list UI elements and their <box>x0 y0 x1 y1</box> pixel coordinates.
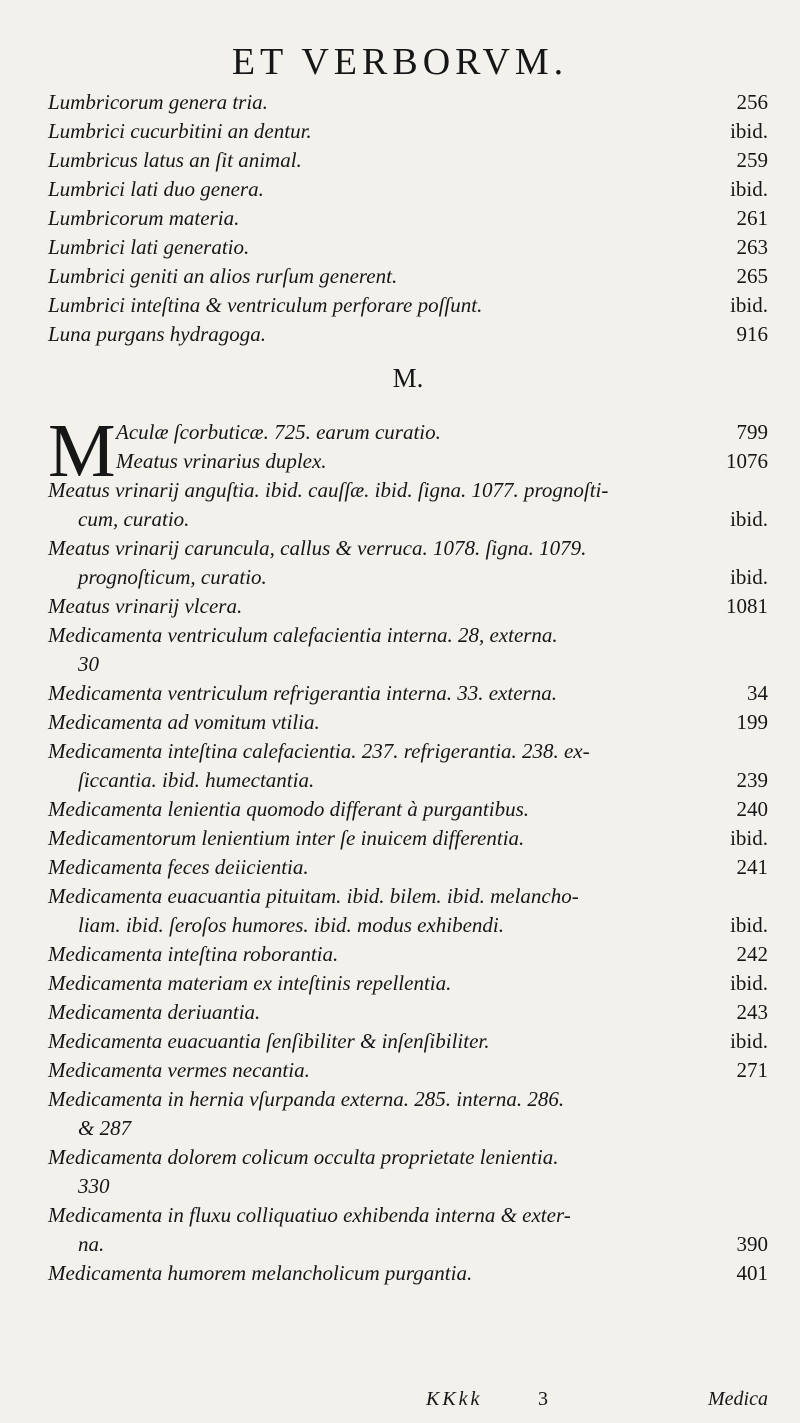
entry-continuation-line <box>48 1172 768 1201</box>
entry-text: Medicamenta vermes necantia. <box>48 1058 310 1082</box>
page-reference: ibid. <box>730 177 768 201</box>
page-reference: 916 <box>736 322 768 346</box>
entry-line <box>48 534 768 563</box>
entry-text: Medicamenta feces deiicientia. <box>48 855 309 879</box>
page-reference: 390 <box>736 1232 768 1256</box>
page-reference: 239 <box>736 768 768 792</box>
entry-line <box>48 708 768 737</box>
index-entry <box>48 1056 768 1085</box>
page-reference: 1081 <box>726 594 768 618</box>
index-entry <box>48 737 768 795</box>
entries-l-group <box>48 88 768 349</box>
index-entry <box>48 476 768 534</box>
entry-text: Aculæ ſcorbuticæ. 725. earum curatio. <box>116 420 441 444</box>
page-reference: 261 <box>736 206 768 230</box>
entry-text: Medicamenta in fluxu colliquatiuo exhibenda interna & exter- <box>48 1203 571 1227</box>
index-entry <box>48 146 768 175</box>
entry-continuation-line <box>48 505 768 534</box>
entry-continuation-line <box>48 766 768 795</box>
entry-text: Meatus vrinarij anguſtia. ibid. cauſſæ. ibid. ſigna. 1077. prognoſti- <box>48 478 609 502</box>
entry-text: Lumbrici lati generatio. <box>48 235 250 259</box>
page-reference: 401 <box>736 1261 768 1285</box>
entry-line <box>48 476 768 505</box>
page-reference: 259 <box>736 148 768 172</box>
entry-text: Medicamenta euacuantia pituitam. ibid. bilem. ibid. melancho- <box>48 884 579 908</box>
entry-continuation: liam. ibid. ſeroſos humores. ibid. modus exhibendi. <box>78 913 504 937</box>
entry-line <box>48 418 768 447</box>
entry-text: Medicamenta inteſtina roborantia. <box>48 942 339 966</box>
entry-line <box>48 1201 768 1230</box>
entry-text: Medicamenta dolorem colicum occulta proprietate lenientia. <box>48 1145 559 1169</box>
index-entry <box>48 204 768 233</box>
entry-continuation-line <box>48 1230 768 1259</box>
entry-line <box>48 998 768 1027</box>
page-reference: 265 <box>736 264 768 288</box>
index-entry <box>48 592 768 621</box>
entry-text: Lumbrici cucurbitini an dentur. <box>48 119 312 143</box>
signature-number: 3 <box>538 1388 548 1410</box>
page-reference: ibid. <box>730 293 768 317</box>
entry-line <box>48 88 768 117</box>
entry-line <box>48 233 768 262</box>
index-entry <box>48 447 768 476</box>
page-reference: 1076 <box>726 449 768 473</box>
index-entry <box>48 882 768 940</box>
entry-line <box>48 146 768 175</box>
page-reference: ibid. <box>730 507 768 531</box>
entry-text: Medicamenta ventriculum calefacientia interna. 28, externa. <box>48 623 558 647</box>
entry-line <box>48 969 768 998</box>
entry-text: Meatus vrinarius duplex. <box>116 449 327 473</box>
page-reference: 243 <box>736 1000 768 1024</box>
entry-line <box>48 117 768 146</box>
entry-text: Meatus vrinarij caruncula, callus & verruca. 1078. ſigna. 1079. <box>48 536 587 560</box>
entry-continuation-line <box>48 650 768 679</box>
entry-line <box>48 679 768 708</box>
index-entry <box>48 1085 768 1143</box>
index-entry <box>48 1143 768 1201</box>
page-reference: 34 <box>747 681 768 705</box>
entry-continuation-line <box>48 563 768 592</box>
entry-line <box>48 1056 768 1085</box>
entry-text: Medicamenta in hernia vſurpanda externa. 285. interna. 286. <box>48 1087 565 1111</box>
entry-text: Medicamenta euacuantia ſenſibiliter & inſenſibiliter. <box>48 1029 490 1053</box>
entry-line <box>48 262 768 291</box>
entry-line <box>48 824 768 853</box>
index-entry <box>48 998 768 1027</box>
page-reference: 256 <box>736 90 768 114</box>
entry-text: Lumbricus latus an ſit animal. <box>48 148 302 172</box>
entry-continuation: ſiccantia. ibid. humectantia. <box>78 768 315 792</box>
entry-line <box>48 940 768 969</box>
entry-continuation: na. <box>78 1232 105 1256</box>
page-reference: 271 <box>736 1058 768 1082</box>
entry-line <box>48 204 768 233</box>
entry-line <box>48 291 768 320</box>
catchword: Medica <box>708 1388 768 1410</box>
index-entry <box>48 1027 768 1056</box>
page-reference: 241 <box>736 855 768 879</box>
entry-text: Medicamenta ventriculum refrigerantia interna. 33. externa. <box>48 681 557 705</box>
entry-line <box>48 853 768 882</box>
entry-line <box>48 175 768 204</box>
index-entry <box>48 534 768 592</box>
entry-text: Medicamenta materiam ex inteſtinis repellentia. <box>48 971 452 995</box>
page-reference: 263 <box>736 235 768 259</box>
entry-line <box>48 737 768 766</box>
index-entry <box>48 795 768 824</box>
entry-text: Medicamenta deriuantia. <box>48 1000 261 1024</box>
index-entry <box>48 175 768 204</box>
page-reference: 799 <box>736 420 768 444</box>
page-reference: ibid. <box>730 826 768 850</box>
section-letter-m: M. <box>392 363 424 393</box>
index-entry <box>48 853 768 882</box>
index-entry <box>48 1259 768 1288</box>
index-entry <box>48 291 768 320</box>
entry-line <box>48 1259 768 1288</box>
index-entry <box>48 940 768 969</box>
entry-line <box>48 592 768 621</box>
entry-text: Lumbrici inteſtina & ventriculum perforare poſſunt. <box>48 293 483 317</box>
entry-text: Medicamenta ad vomitum vtilia. <box>48 710 320 734</box>
entry-line <box>48 1085 768 1114</box>
page-reference: ibid. <box>730 1029 768 1053</box>
index-entry <box>48 418 768 447</box>
page-reference: 199 <box>736 710 768 734</box>
index-entry <box>48 1201 768 1259</box>
index-entry <box>48 320 768 349</box>
index-entry <box>48 88 768 117</box>
index-entry <box>48 708 768 737</box>
entry-text: Lumbricorum materia. <box>48 206 240 230</box>
entry-text: Lumbrici lati duo genera. <box>48 177 264 201</box>
entry-continuation: prognoſticum, curatio. <box>78 565 267 589</box>
index-entry <box>48 262 768 291</box>
entry-text: Meatus vrinarij vlcera. <box>48 594 243 618</box>
page-reference: ibid. <box>730 971 768 995</box>
drop-entries-group <box>48 418 768 476</box>
entries-m-group <box>48 476 768 1288</box>
entry-continuation-line <box>48 1114 768 1143</box>
page-reference: 242 <box>736 942 768 966</box>
index-entry <box>48 621 768 679</box>
index-entry <box>48 679 768 708</box>
signature-mark: KKkk <box>426 1388 483 1410</box>
running-head: ET VERBORVM. <box>231 41 569 83</box>
index-entry <box>48 824 768 853</box>
entry-line <box>48 621 768 650</box>
page-reference: ibid. <box>730 913 768 937</box>
entry-text: Lumbrici geniti an alios rurſum generent. <box>48 264 398 288</box>
drop-cap: M <box>48 409 116 493</box>
page-reference: ibid. <box>730 119 768 143</box>
entry-text: Medicamenta lenientia quomodo differant à purgantibus. <box>48 797 530 821</box>
entry-text: Luna purgans hydragoga. <box>48 322 266 346</box>
page-reference: 240 <box>736 797 768 821</box>
entry-line <box>48 1143 768 1172</box>
index-entry <box>48 117 768 146</box>
entry-text: Lumbricorum genera tria. <box>48 90 268 114</box>
entry-line <box>48 1027 768 1056</box>
entry-line <box>48 882 768 911</box>
entry-continuation: 330 <box>78 1174 110 1198</box>
entry-continuation: 30 <box>78 652 99 676</box>
entry-line <box>48 795 768 824</box>
index-entries <box>48 88 768 1288</box>
entry-continuation: cum, curatio. <box>78 507 190 531</box>
entry-text: Medicamenta humorem melancholicum purgantia. <box>48 1261 473 1285</box>
entry-text: Medicamentorum lenientium inter ſe inuicem differentia. <box>48 826 525 850</box>
entry-text: Medicamenta inteſtina calefacientia. 237. refrigerantia. 238. ex- <box>48 739 590 763</box>
index-entry <box>48 969 768 998</box>
entry-continuation: & 287 <box>78 1116 132 1140</box>
entry-continuation-line <box>48 911 768 940</box>
entry-line <box>48 320 768 349</box>
entry-line <box>48 447 768 476</box>
index-entry <box>48 233 768 262</box>
page-reference: ibid. <box>730 565 768 589</box>
